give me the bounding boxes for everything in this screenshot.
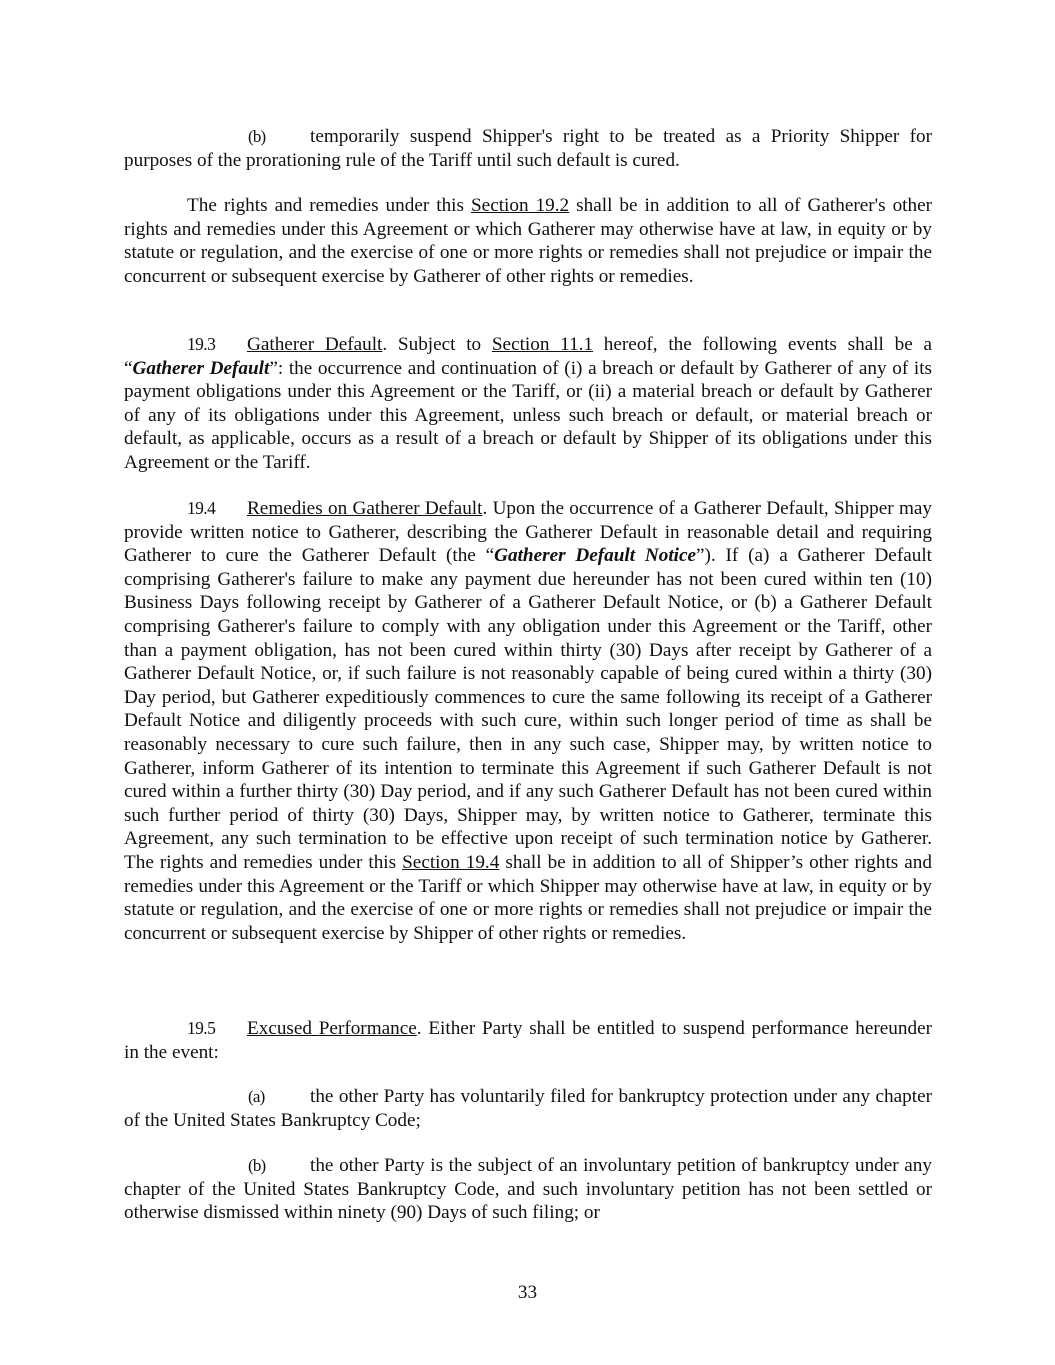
page-number: 33 [517,1282,538,1303]
section-heading: Gatherer Default [247,334,383,355]
section-reference: Section 11.1 [491,334,594,355]
section-reference: Section 19.4 [402,851,500,873]
section-heading: Remedies on Gatherer Default [247,498,483,519]
defined-term: Gatherer Default [132,357,270,379]
list-item-b [124,1154,932,1225]
section-number: 19.3 [187,334,216,354]
item-text: the other Party is the subject of an involuntary petition of bankruptcy under any chapter of the United States Bankruptcy Code, and such involuntary petition has not been settled or otherwise dismissed within ninety (90) Days of such filing; or [124,1155,932,1224]
section-number: 19.5 [187,1018,216,1038]
item-label: (b) [248,1156,266,1175]
item-label: (b) [248,127,266,146]
section-19-5: 19.5 Excused Performance. Either Party shall be entitled to suspend performance hereunder in the event: [124,1018,932,1063]
item-text: the other Party has voluntarily filed for bankruptcy protection under any chapter of the United States Bankruptcy Code; [124,1086,932,1131]
item-label: (a) [248,1087,265,1106]
list-item-a [124,1085,932,1132]
section-reference: Section 19.2 [471,195,570,216]
section-19-4: 19.4 Remedies on Gatherer Default. Upon the occurrence of a Gatherer Default, Shipper may provide written notice to Gatherer, describing the Gatherer Default in reasonable detail and requiring Gatherer to cure the Gatherer Default (the “Gatherer Default Notice”). If (a) a Gatherer Default comprising Gatherer's failure to make any payment due hereunder has not been cured within ten (10) Business Days following receipt by Gatherer of a Gatherer Default Notice, or (b) a Gatherer Default comprising Gatherer's failure to comply with any obligation under this Agreement or the Tariff, other than a payment obligation, has not been cured within thirty (30) Days after receipt by Gatherer of a Gatherer Default Notice, or, if such failure is not reasonably capable of being cured within a thirty (30) Day period, but Gatherer expeditiously commences to cure the same following its receipt of a Gatherer Default Notice and diligently proceeds with such cure, within such longer period of time as shall be reasonably necessary to cure such failure, then in any such case, Shipper may, by written notice to Gatherer, inform Gatherer of its intention to terminate this Agreement if such Gatherer Default is not cured within a further thirty (30) Day period, and if any such Gatherer Default has not been cured within such further period of thirty (30) Days, Shipper may, by written notice to Gatherer, terminate this Agreement, any such termination to be effective upon receipt of such termination notice by Gatherer. The rights and remedies under this Section 19.4 shall be in addition to all of Shipper’s other rights and remedies under this Agreement or the Tariff or which Shipper may otherwise have at law, in equity or by statute or regulation, and the exercise of one or more rights or remedies shall not prejudice or impair the concurrent or subsequent exercise by Shipper of other rights or remedies. [124,498,932,944]
section-19-3: 19.3 Gatherer Default. Subject to Section 11.1 hereof, the following events shall be a “Gatherer Default”: the occurrence and continuation of (i) a breach or default by Gatherer of any of its payment obligations under this Agreement or the Tariff, or (ii) a material breach or default by Gatherer of any of its obligations under this Agreement, unless such breach or default, or material breach or default, as applicable, occurs as a result of a breach or default by Shipper of its obligations under this Agreement or the Tariff. [124,334,933,473]
paragraph-b-suspend [124,125,932,172]
defined-term: Gatherer Default Notice [494,545,697,567]
paragraph-rights-remedies: The rights and remedies under this Section 19.2 shall be in addition to all of Gatherer's other rights and remedies under this Agreement or which Gatherer may otherwise have at law, in equity or by statute or regulation, and the exercise of one or more rights or remedies shall not prejudice or impair the concurrent or subsequent exercise by Gatherer of other rights or remedies. [124,195,932,287]
section-heading: Excused Performance [247,1018,417,1039]
paragraph-text: temporarily suspend Shipper's right to be treated as a Priority Shipper for purposes of the prorationing rule of the Tariff until such default is cured. [124,126,932,171]
section-number: 19.4 [187,498,216,518]
